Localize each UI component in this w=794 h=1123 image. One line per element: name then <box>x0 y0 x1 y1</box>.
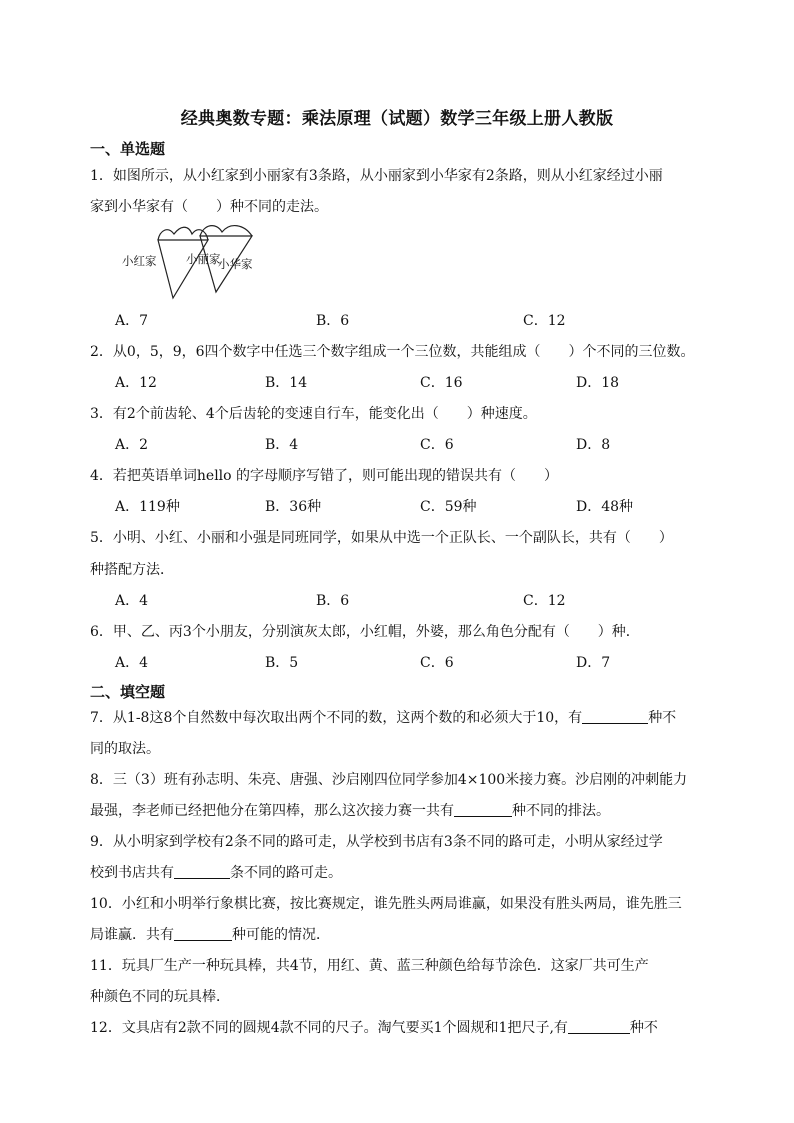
q3-option-c: C．6 <box>420 437 454 453</box>
figure-label-xiaohua: 小华家 <box>218 257 253 271</box>
q2-option-d: D．18 <box>576 375 620 391</box>
q6-option-a: A．4 <box>115 655 149 671</box>
question-9-text-cont <box>90 863 342 883</box>
question-10-text-b: 种可能的情况． <box>232 927 330 943</box>
question-7-text-b: 种不 <box>648 710 677 726</box>
question-7-text-cont: 同的取法。 <box>90 741 160 757</box>
question-1-text-cont: 家到小华家有（ ）种不同的走法。 <box>90 199 328 215</box>
q3-option-d: D．8 <box>576 437 611 453</box>
question-9-text: 9．从小明家到学校有2条不同的路可走，从学校到书店有3条不同的路可走，小明从家经过学 <box>90 834 663 850</box>
question-10-text: 10．小红和小明举行象棋比赛，按比赛规定，谁先胜头两局谁赢，如果没有胜头两局，谁先胜三 <box>90 896 682 912</box>
figure-label-xiaoli: 小丽家 <box>186 252 221 266</box>
q2-option-c: C．16 <box>420 375 463 391</box>
question-3-text: 3．有2个前齿轮、4个后齿轮的变速自行车，能变化出（ ）种速度。 <box>90 406 537 422</box>
question-6-text: 6．甲、乙、丙3个小朋友，分别演灰太郎，小红帽，外婆，那么角色分配有（ ）种． <box>90 624 640 640</box>
answer-blank[interactable] <box>568 1018 630 1034</box>
q6-option-c: C．6 <box>420 655 454 671</box>
question-12-text-a: 12．文具店有2款不同的圆规4款不同的尺子。淘气要买1个圆规和1把尺子,有 <box>90 1020 568 1036</box>
question-8-text-cont <box>90 801 610 821</box>
question-2-text: 2．从0，5，9，6四个数字中任选三个数字组成一个三位数，共能组成（ ）个不同的三位数。 <box>90 344 695 360</box>
section-single-choice: 一、单选题 <box>90 140 166 158</box>
q3-option-a: A．2 <box>115 437 149 453</box>
question-10-text-a: 局谁赢．共有 <box>90 927 174 943</box>
answer-blank[interactable] <box>454 801 512 817</box>
page-title: 经典奥数专题：乘法原理（试题）数学三年级上册人教版 <box>180 109 614 129</box>
q4-option-a: A．119种 <box>115 499 180 515</box>
question-9-text-b: 条不同的路可走。 <box>230 865 342 881</box>
q4-option-d: D．48种 <box>576 499 634 515</box>
q6-option-d: D．7 <box>576 655 611 671</box>
q2-option-b: B．14 <box>265 375 308 391</box>
question-9-text-a: 校到书店共有 <box>90 865 174 881</box>
answer-blank[interactable] <box>174 863 230 879</box>
q5-option-a: A．4 <box>115 593 149 609</box>
q2-option-a: A．12 <box>115 375 157 391</box>
question-8-text-a: 最强，李老师已经把他分在第四棒，那么这次接力赛一共有 <box>90 803 454 819</box>
q1-option-a: A．7 <box>115 313 149 329</box>
q5-option-b: B．6 <box>316 593 350 609</box>
figure-label-xiaohong: 小红家 <box>122 254 157 268</box>
question-5-text-cont: 种搭配方法． <box>90 562 174 578</box>
question-7-text <box>90 708 676 728</box>
question-7-text-a: 7．从1-8这8个自然数中每次取出两个不同的数，这两个数的和必须大于10，有 <box>90 710 583 726</box>
question-10-text-cont <box>90 925 330 945</box>
route-diagram <box>118 222 294 304</box>
question-5-text: 5．小明、小红、小丽和小强是同班同学，如果从中选一个正队长、一个副队长，共有（ ） <box>90 530 673 546</box>
section-fill-in: 二、填空题 <box>90 683 166 701</box>
q1-option-c: C．12 <box>523 313 566 329</box>
q4-option-b: B．36种 <box>265 499 322 515</box>
q3-option-b: B．4 <box>265 437 299 453</box>
question-8-text: 8．三（3）班有孙志明、朱亮、唐强、沙启刚四位同学参加4×100米接力赛。沙启刚的冲刺能力 <box>90 772 688 788</box>
question-12-text <box>90 1018 658 1038</box>
answer-blank[interactable] <box>582 708 648 724</box>
question-11-text: 11．玩具厂生产一种玩具棒，共4节，用红、黄、蓝三种颜色给每节涂色．这家厂共可生产 <box>90 958 649 974</box>
question-8-text-b: 种不同的排法。 <box>512 803 610 819</box>
question-11-text-cont: 种颜色不同的玩具棒． <box>90 989 230 1005</box>
answer-blank[interactable] <box>174 925 232 941</box>
q5-option-c: C．12 <box>523 593 566 609</box>
question-12-text-b: 种不 <box>629 1020 658 1036</box>
question-1-text: 1．如图所示，从小红家到小丽家有3条路，从小丽家到小华家有2条路，则从小红家经过小丽 <box>90 168 663 184</box>
q4-option-c: C．59种 <box>420 499 477 515</box>
q6-option-b: B．5 <box>265 655 299 671</box>
question-4-text: 4．若把英语单词hello 的字母顺序写错了，则可能出现的错误共有（ ） <box>90 468 559 484</box>
q1-option-b: B．6 <box>316 313 350 329</box>
